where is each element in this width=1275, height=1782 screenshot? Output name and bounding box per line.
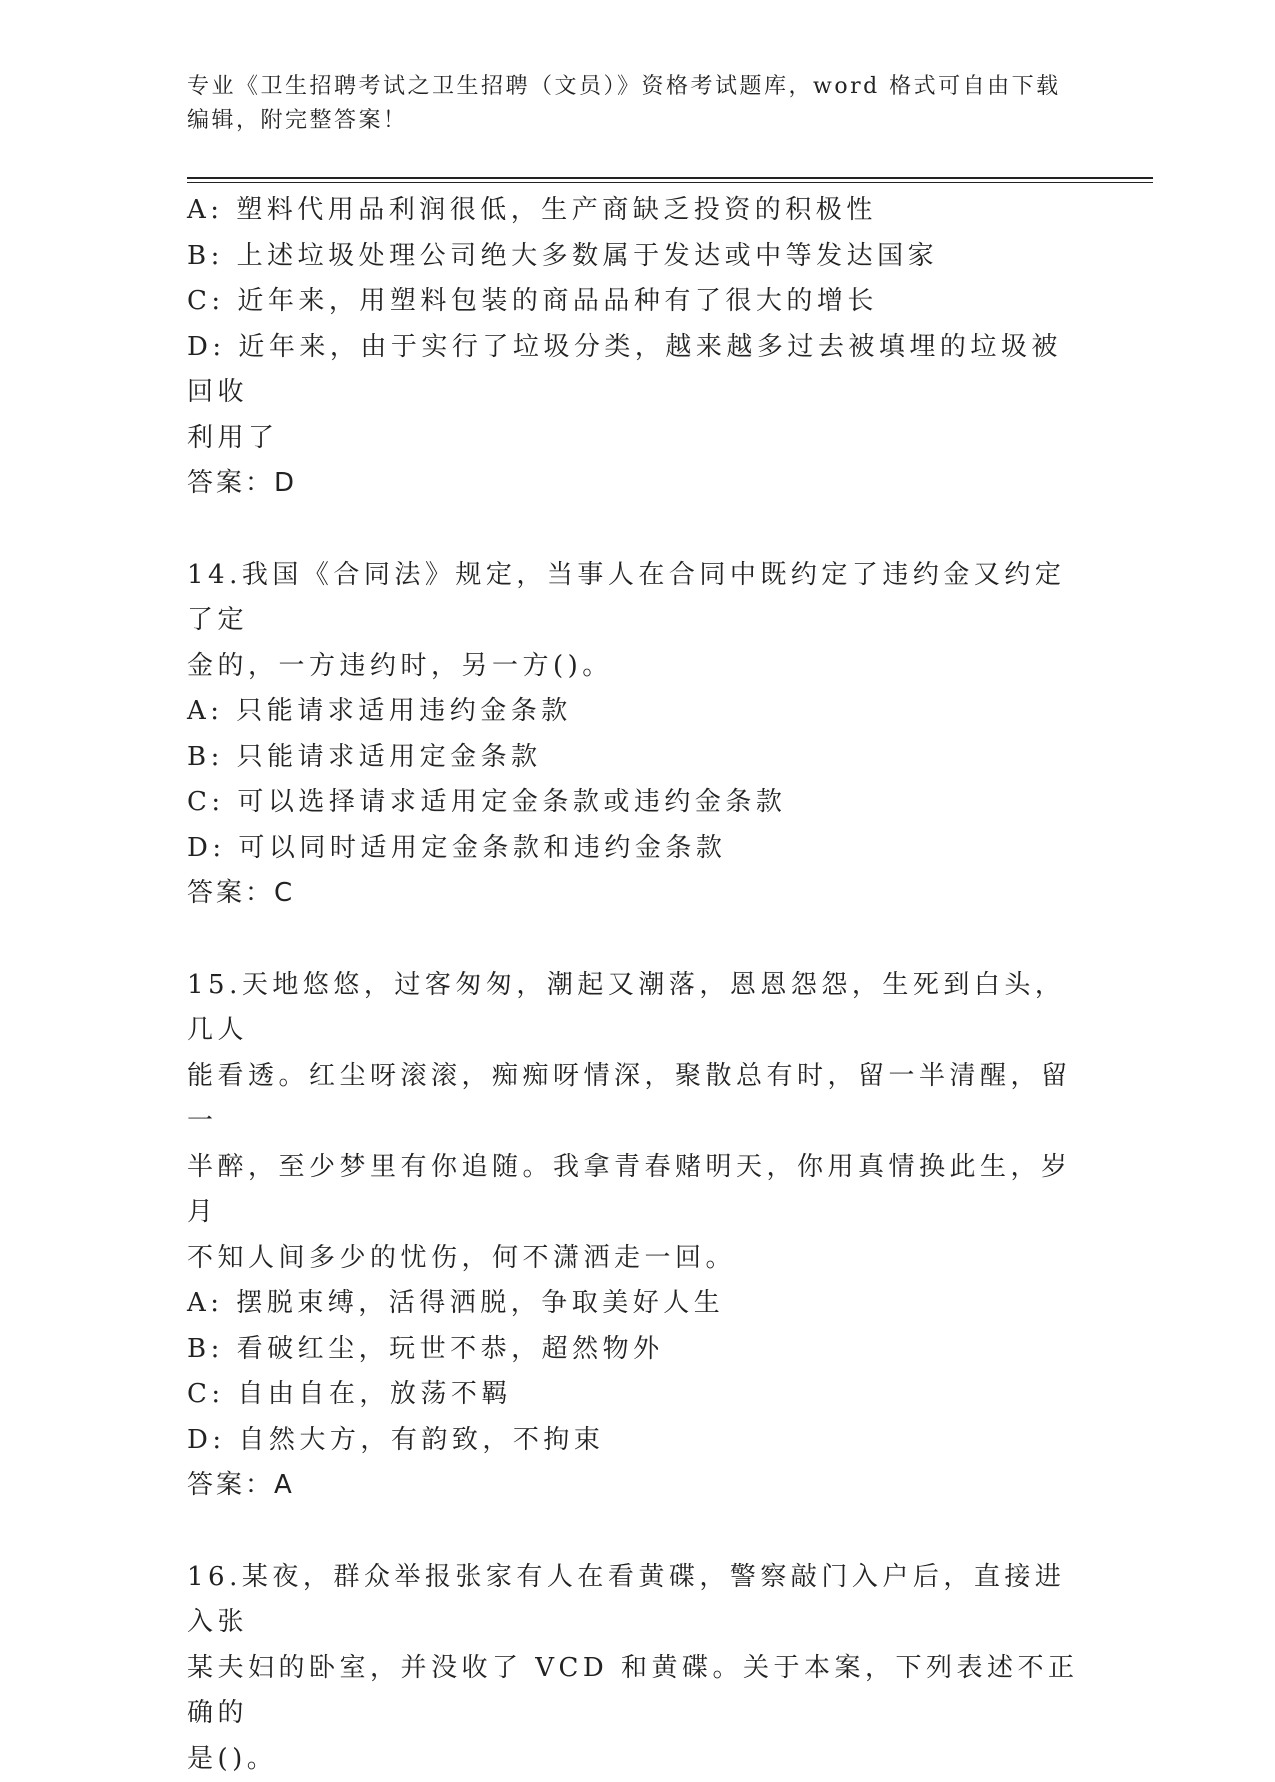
question-15 (187, 963, 1087, 1509)
question-stem-continued: 能看透。红尘呀滚滚，痴痴呀情深，聚散总有时，留一半清醒，留一 (187, 1054, 1087, 1145)
option-a: A: 塑料代用品利润很低，生产商缺乏投资的积极性 (187, 188, 1087, 234)
question-stem-continued: 是()。 (187, 1737, 1087, 1782)
option-d: D: 近年来，由于实行了垃圾分类，越来越多过去被填埋的垃圾被回收 (187, 325, 1087, 416)
option-b: B: 只能请求适用定金条款 (187, 735, 1087, 781)
option-a: A: 摆脱束缚，活得洒脱，争取美好人生 (187, 1281, 1087, 1327)
question-content (187, 188, 1087, 1782)
question-stem: 16.某夜，群众举报张家有人在看黄碟，警察敲门入户后，直接进入张 (187, 1555, 1087, 1646)
option-a: A: 只能请求适用违约金条款 (187, 689, 1087, 735)
option-c: C: 自由自在，放荡不羁 (187, 1372, 1087, 1418)
question-stem-continued: 金的，一方违约时，另一方()。 (187, 644, 1087, 690)
option-c: C: 可以选择请求适用定金条款或违约金条款 (187, 780, 1087, 826)
question-spacer (187, 1509, 1087, 1555)
header-divider-thin (187, 182, 1153, 183)
answer-label: 答案：D (187, 461, 1087, 507)
question-stem-continued: 某夫妇的卧室，并没收了 VCD 和黄碟。关于本案，下列表述不正确的 (187, 1646, 1087, 1737)
option-d: D: 自然大方，有韵致，不拘束 (187, 1418, 1087, 1464)
question-16 (187, 1555, 1087, 1782)
header-divider-thick (187, 177, 1153, 179)
question-stem-continued: 半醉，至少梦里有你追随。我拿青春赌明天，你用真情换此生，岁月 (187, 1145, 1087, 1236)
question-stem: 15.天地悠悠，过客匆匆，潮起又潮落，恩恩怨怨，生死到白头，几人 (187, 963, 1087, 1054)
question-13 (187, 188, 1087, 507)
question-spacer (187, 507, 1087, 553)
option-b: B: 上述垃圾处理公司绝大多数属于发达或中等发达国家 (187, 234, 1087, 280)
question-stem-continued: 不知人间多少的忧伤，何不潇洒走一回。 (187, 1236, 1087, 1282)
question-spacer (187, 917, 1087, 963)
answer-label: 答案：A (187, 1463, 1087, 1509)
question-14 (187, 553, 1087, 917)
answer-label: 答案：C (187, 871, 1087, 917)
option-b: B: 看破红尘，玩世不恭，超然物外 (187, 1327, 1087, 1373)
option-c: C: 近年来，用塑料包装的商品品种有了很大的增长 (187, 279, 1087, 325)
header-line-2: 编辑，附完整答案！ (187, 104, 1087, 138)
header-line-1: 专业《卫生招聘考试之卫生招聘（文员）》资格考试题库，word 格式可自由下载 (187, 70, 1087, 104)
option-d: D: 可以同时适用定金条款和违约金条款 (187, 826, 1087, 872)
question-stem: 14.我国《合同法》规定，当事人在合同中既约定了违约金又约定了定 (187, 553, 1087, 644)
document-header (187, 70, 1087, 138)
option-d-continued: 利用了 (187, 416, 1087, 462)
